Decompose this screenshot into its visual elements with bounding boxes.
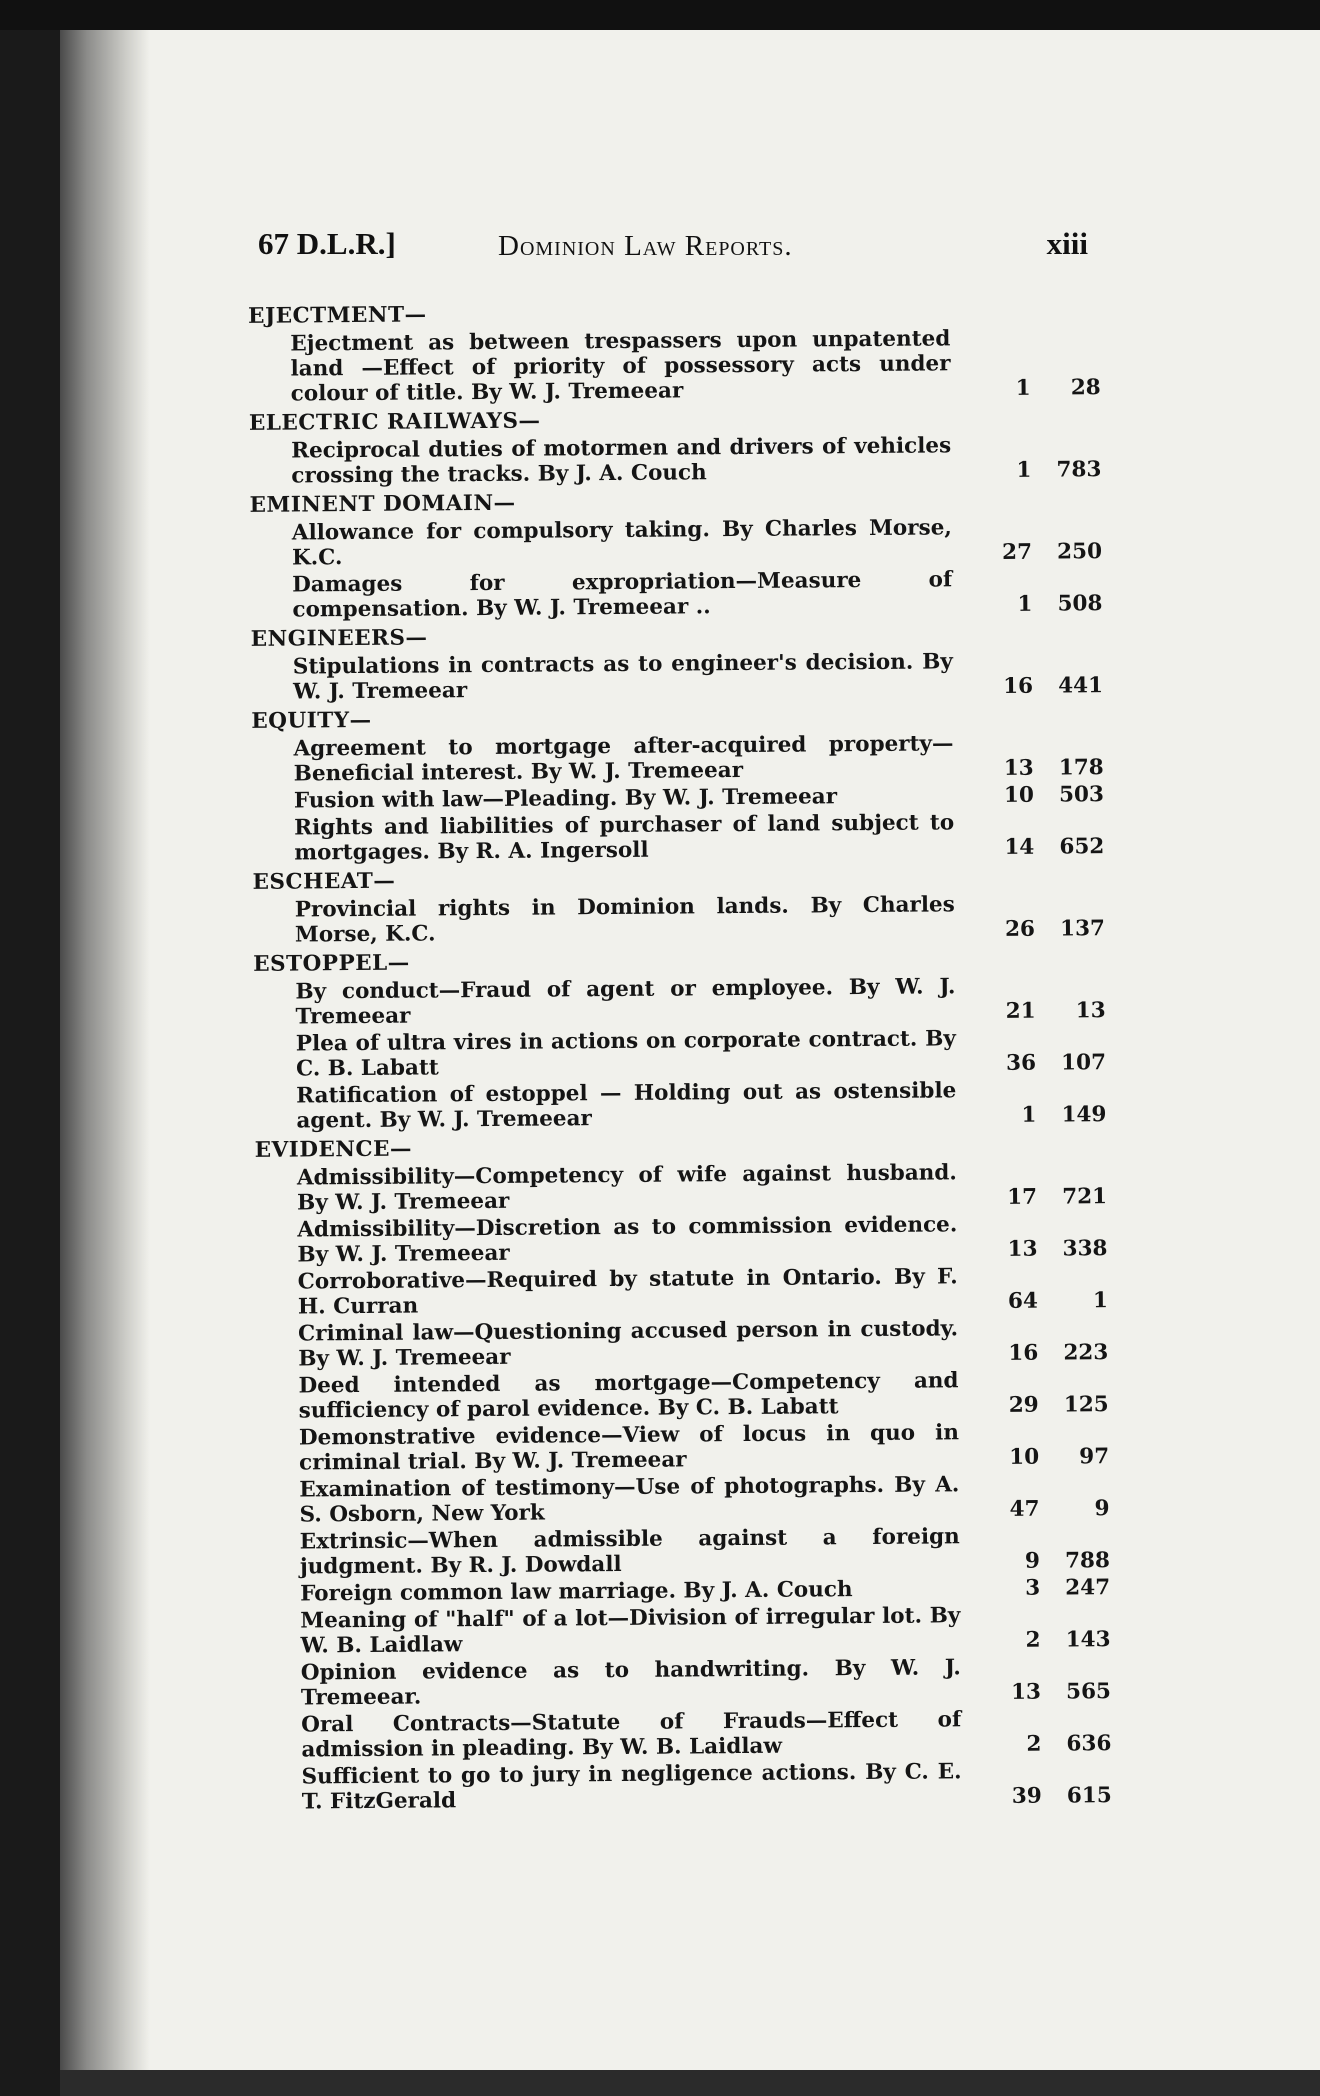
entry-text: Extrinsic—When admissible against a foreign judgment. By R. J. Dowdall bbox=[299, 1524, 960, 1580]
volume-number: 2 bbox=[1026, 1731, 1042, 1757]
entry-text: Damages for expropriation—Measure of compensation. By W. J. Tremeear .. bbox=[292, 567, 953, 623]
entry-text: Provincial rights in Dominion lands. By Charles Morse, K.C. bbox=[294, 892, 955, 948]
entry-text: Allowance for compulsory taking. By Charles Morse, K.C. bbox=[291, 515, 952, 571]
volume-number: 13 bbox=[1003, 755, 1034, 781]
volume-number: 1 bbox=[1017, 591, 1033, 617]
page-number: 636 bbox=[1066, 1731, 1112, 1757]
entry-text: Reciprocal duties of motormen and drivers of vehicles crossing the tracks. By J. A. Couch bbox=[291, 433, 952, 489]
volume-number: 21 bbox=[1005, 998, 1036, 1024]
entry-text: Agreement to mortgage after-acquired property—Beneficial interest. By W. J. Tremeear bbox=[293, 731, 954, 787]
entry-text: By conduct—Fraud of agent or employee. By W. J. Tremeear bbox=[295, 974, 956, 1030]
entry-text: Rights and liabilities of purchaser of land subject to mortgages. By R. A. Ingersoll bbox=[294, 810, 955, 866]
page-numeral: xiii bbox=[1046, 226, 1088, 261]
volume-number: 2 bbox=[1025, 1627, 1041, 1653]
page-number: 783 bbox=[1056, 457, 1102, 483]
volume-number: 16 bbox=[1003, 673, 1034, 699]
index-entry bbox=[231, 432, 1101, 489]
volume-number: 16 bbox=[1008, 1340, 1039, 1366]
index-entry bbox=[239, 1471, 1109, 1528]
volume-number: 39 bbox=[1011, 1783, 1042, 1809]
entry-text: Corroborative—Required by statute in Ontario. By F. H. Curran bbox=[297, 1264, 958, 1320]
page-number: 652 bbox=[1059, 834, 1105, 860]
index-entry bbox=[240, 1523, 1110, 1580]
entry-text: Deed intended as mortgage—Competency and sufficiency of parol evidence. By C. B. Labatt bbox=[298, 1368, 959, 1424]
page-number: 250 bbox=[1057, 539, 1103, 565]
volume-number: 27 bbox=[1001, 539, 1033, 565]
entry-text: Admissibility—Discretion as to commission evidence. By W. J. Tremeear bbox=[297, 1212, 958, 1268]
volume-label: 67 D.L.R.] bbox=[258, 226, 396, 261]
section-heading: ENGINEERS— bbox=[250, 625, 428, 652]
volume-number: 13 bbox=[1010, 1679, 1042, 1705]
entry-text: Demonstrative evidence—View of locus in quo in criminal trial. By W. J. Tremeear bbox=[298, 1420, 960, 1476]
volume-number: 14 bbox=[1004, 834, 1035, 860]
scan-border-bottom bbox=[60, 2070, 1320, 2096]
volume-number: 9 bbox=[1024, 1548, 1041, 1574]
entry-text: Oral Contracts—Statute of Frauds—Effect of admission in pleading. By W. B. Laidlaw bbox=[301, 1707, 962, 1763]
section-heading: EJECTMENT— bbox=[248, 302, 427, 329]
index-entry bbox=[236, 1025, 1106, 1082]
index-entry bbox=[233, 648, 1103, 705]
section-heading: EQUITY— bbox=[251, 707, 372, 734]
page-number: 338 bbox=[1062, 1236, 1108, 1262]
volume-number: 29 bbox=[1008, 1392, 1039, 1418]
index-entry bbox=[237, 1159, 1107, 1216]
section-heading: EMINENT DOMAIN— bbox=[249, 490, 516, 518]
page-number: 13 bbox=[1075, 998, 1106, 1024]
page-number: 143 bbox=[1065, 1627, 1111, 1653]
page-number: 223 bbox=[1063, 1340, 1109, 1366]
section-heading: ESTOPPEL— bbox=[253, 950, 410, 977]
index-entry bbox=[241, 1706, 1111, 1763]
index-entry bbox=[240, 1602, 1110, 1659]
index-entry bbox=[233, 730, 1103, 787]
page-number: 721 bbox=[1062, 1184, 1108, 1210]
entry-text: Stipulations in contracts as to engineer's decision. By W. J. Tremeear bbox=[292, 649, 953, 705]
index-entry bbox=[238, 1315, 1108, 1372]
page-number: 107 bbox=[1061, 1050, 1107, 1076]
entry-text: Foreign common law marriage. By J. A. Couch bbox=[300, 1577, 853, 1607]
section-heading: ESCHEAT— bbox=[252, 868, 396, 895]
entry-text: Meaning of "half" of a lot—Division of irregular lot. By W. B. Laidlaw bbox=[300, 1603, 961, 1659]
page-number: 788 bbox=[1064, 1548, 1111, 1574]
index-list bbox=[230, 293, 1112, 1817]
page-number: 137 bbox=[1059, 916, 1106, 942]
entry-text: Examination of testimony—Use of photographs. By A. S. Osborn, New York bbox=[299, 1472, 960, 1528]
page-number: 247 bbox=[1065, 1575, 1111, 1601]
index-entry bbox=[235, 891, 1105, 948]
index-entry bbox=[238, 1263, 1108, 1320]
volume-number: 26 bbox=[1004, 916, 1036, 942]
page-number: 508 bbox=[1057, 591, 1103, 617]
entry-text: Criminal law—Questioning accused person in custody. By W. J. Tremeear bbox=[298, 1316, 959, 1372]
volume-number: 1 bbox=[1015, 375, 1031, 401]
entry-text: Ratification of estoppel — Holding out as ostensible agent. By W. J. Tremeear bbox=[296, 1078, 957, 1134]
running-header bbox=[258, 226, 1088, 270]
index-entry bbox=[232, 566, 1102, 623]
page-number: 503 bbox=[1058, 782, 1105, 808]
index-entry bbox=[230, 325, 1101, 407]
page-number: 565 bbox=[1065, 1679, 1112, 1705]
index-entry bbox=[234, 809, 1104, 866]
page-number: 97 bbox=[1079, 1444, 1110, 1470]
volume-number: 1 bbox=[1016, 457, 1032, 483]
index-entry bbox=[239, 1419, 1109, 1476]
page-number: 125 bbox=[1063, 1392, 1109, 1418]
section-heading: EVIDENCE— bbox=[254, 1136, 413, 1163]
index-entry bbox=[232, 514, 1102, 571]
page-number: 441 bbox=[1058, 673, 1104, 699]
entry-text: Plea of ultra vires in actions on corporate contract. By C. B. Labatt bbox=[295, 1026, 956, 1082]
running-title: Dominion Law Reports. bbox=[498, 230, 793, 262]
volume-number: 17 bbox=[1007, 1184, 1038, 1210]
index-entry bbox=[241, 1654, 1111, 1711]
index-entry bbox=[236, 1077, 1106, 1134]
volume-number: 10 bbox=[1003, 782, 1035, 808]
entry-text: Admissibility—Competency of wife against husband. By W. J. Tremeear bbox=[296, 1160, 957, 1216]
index-entry bbox=[235, 973, 1105, 1030]
index-entry bbox=[237, 1211, 1107, 1268]
volume-number: 10 bbox=[1009, 1444, 1040, 1470]
page-number: 1 bbox=[1092, 1288, 1108, 1314]
entry-text: Fusion with law—Pleading. By W. J. Tremeear bbox=[293, 784, 838, 814]
volume-number: 64 bbox=[1007, 1288, 1038, 1314]
entry-text: Ejectment as between trespassers upon unpatented land —Effect of priority of possessory acts under colour of title. By W. J. Tremeear bbox=[290, 326, 951, 407]
index-entry bbox=[242, 1758, 1112, 1815]
volume-number: 36 bbox=[1005, 1050, 1037, 1076]
section-heading: ELECTRIC RAILWAYS— bbox=[248, 408, 541, 436]
page-gutter-shadow bbox=[60, 30, 150, 2096]
entry-text: Sufficient to go to jury in negligence actions. By C. E. T. FitzGerald bbox=[301, 1759, 962, 1815]
scan-border-top bbox=[0, 0, 1320, 30]
volume-number: 3 bbox=[1025, 1575, 1041, 1601]
page-number: 615 bbox=[1066, 1783, 1112, 1809]
volume-number: 13 bbox=[1007, 1236, 1038, 1262]
page-number: 149 bbox=[1061, 1102, 1107, 1128]
index-entry bbox=[238, 1367, 1108, 1424]
page-number: 178 bbox=[1058, 755, 1104, 781]
page-number: 28 bbox=[1070, 375, 1101, 401]
volume-number: 47 bbox=[1009, 1496, 1040, 1522]
entry-text: Opinion evidence as to handwriting. By W. J. Tremeear. bbox=[300, 1655, 961, 1711]
volume-number: 1 bbox=[1021, 1102, 1037, 1128]
page-number: 9 bbox=[1094, 1496, 1110, 1522]
